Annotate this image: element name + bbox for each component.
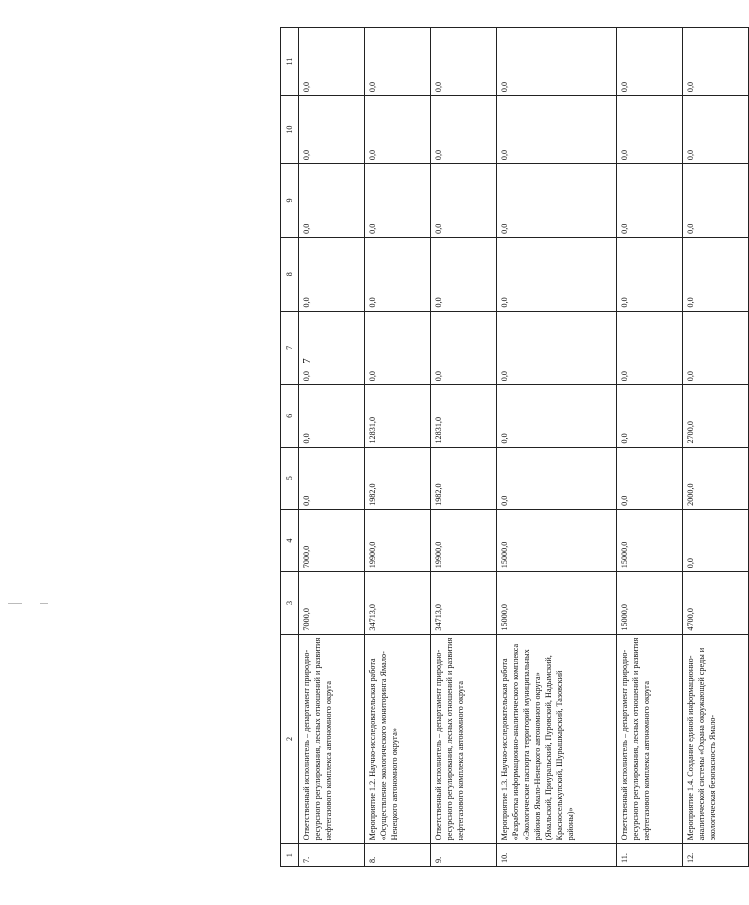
value-cell: 0,0 [365, 96, 431, 164]
row-description: Мероприятие 1.4. Создание единой информационно-аналитической системы «Охрана окружающей среды и экологическая безопасность Ямало- [683, 634, 749, 844]
value-cell: 0,0 [683, 96, 749, 164]
row-description: Ответственный исполнитель – департамент природно-ресурсного регулирования, лесных отношений и развития нефтегазового комплекса автономного округа [431, 634, 497, 844]
table-row [683, 28, 749, 867]
value-cell: 12831,0 [431, 385, 497, 447]
col-header: 2 [281, 634, 299, 844]
col-header: 1 [281, 844, 299, 867]
table-row [617, 28, 683, 867]
value-cell: 7000,0 [299, 509, 365, 571]
value-cell: 0,0 [299, 28, 365, 96]
row-description: Мероприятие 1.2. Научно-исследовательская работа «Осуществление экологического мониторинга Ямало-Ненецкого автономного округа» [365, 634, 431, 844]
row-description: Мероприятие 1.3. Научно-исследовательская работа «Разработка информационно-аналитического комплекса «Экологические паспорта территорий муниципальных районов Ямало-Ненецкого автономного округа» (Ямальский, Приуральский, Пуровский, Надымский, Красноселькупский, Шурышкарский, Тазовский районы)» [497, 634, 617, 844]
value-cell: 0,0 [497, 96, 617, 164]
value-cell: 15000,0 [617, 572, 683, 634]
value-cell: 0,0 [617, 385, 683, 447]
table-row [365, 28, 431, 867]
table-row [431, 28, 497, 867]
value-cell: 19900,0 [431, 509, 497, 571]
col-header: 9 [281, 164, 299, 238]
value-cell: 2700,0 [683, 385, 749, 447]
row-description: Ответственный исполнитель – департамент природно-ресурсного регулирования, лесных отношений и развития нефтегазового комплекса автономного округа [299, 634, 365, 844]
scan-mark [40, 603, 48, 604]
value-cell: 34713,0 [365, 572, 431, 634]
value-cell: 0,0 [299, 164, 365, 238]
col-header: 11 [281, 28, 299, 96]
value-cell: 0,0 [683, 237, 749, 311]
value-cell: 12831,0 [365, 385, 431, 447]
value-cell: 0,0 [431, 28, 497, 96]
value-cell: 0,0 [617, 28, 683, 96]
value-cell: 1982,0 [431, 447, 497, 509]
value-cell: 15000,0 [497, 509, 617, 571]
row-number: 12. [683, 844, 749, 867]
value-cell: 0,0 [365, 28, 431, 96]
value-cell: 19900,0 [365, 509, 431, 571]
value-cell: 0,0 [299, 237, 365, 311]
header-row [281, 28, 299, 867]
table-row [299, 28, 365, 867]
value-cell: 0,0 [617, 311, 683, 385]
value-cell: 0,0 [683, 164, 749, 238]
value-cell: 4700,0 [683, 572, 749, 634]
col-header: 3 [281, 572, 299, 634]
value-cell: 0,0 [617, 237, 683, 311]
value-cell: 7000,0 [299, 572, 365, 634]
value-cell: 0,0 [617, 447, 683, 509]
value-cell: 0,0 [497, 28, 617, 96]
row-number: 11. [617, 844, 683, 867]
value-cell: 0,0 [431, 311, 497, 385]
value-cell: 0,0 [497, 385, 617, 447]
value-cell: 0,0 [299, 311, 365, 385]
value-cell: 0,0 [683, 28, 749, 96]
value-cell: 0,0 [431, 96, 497, 164]
value-cell: 0,0 [365, 311, 431, 385]
row-number: 8. [365, 844, 431, 867]
value-cell: 1982,0 [365, 447, 431, 509]
value-cell: 0,0 [431, 164, 497, 238]
value-cell: 2000,0 [683, 447, 749, 509]
value-cell: 0,0 [497, 237, 617, 311]
row-number: 9. [431, 844, 497, 867]
value-cell: 0,0 [431, 237, 497, 311]
value-cell: 0,0 [683, 311, 749, 385]
value-cell: 0,0 [617, 164, 683, 238]
row-number: 10. [497, 844, 617, 867]
value-cell: 15000,0 [617, 509, 683, 571]
col-header: 5 [281, 447, 299, 509]
col-header: 10 [281, 96, 299, 164]
value-cell: 0,0 [299, 447, 365, 509]
value-cell: 0,0 [365, 164, 431, 238]
value-cell: 0,0 [497, 311, 617, 385]
value-cell: 0,0 [299, 96, 365, 164]
col-header: 6 [281, 385, 299, 447]
value-cell: 34713,0 [431, 572, 497, 634]
value-cell: 0,0 [497, 164, 617, 238]
value-cell: 0,0 [497, 447, 617, 509]
value-cell: 0,0 [299, 385, 365, 447]
col-header: 7 [281, 311, 299, 385]
row-description: Ответственный исполнитель – департамент природно-ресурсного регулирования, лесных отношений и развития нефтегазового комплекса автономного округа [617, 634, 683, 844]
col-header: 8 [281, 237, 299, 311]
page-number: 7 [301, 358, 313, 364]
row-number: 7. [299, 844, 365, 867]
scan-mark [8, 603, 22, 604]
value-cell: 15000,0 [497, 572, 617, 634]
value-cell: 0,0 [683, 509, 749, 571]
col-header: 4 [281, 509, 299, 571]
value-cell: 0,0 [617, 96, 683, 164]
value-cell: 0,0 [365, 237, 431, 311]
table-row [497, 28, 617, 867]
budget-table [280, 27, 749, 867]
